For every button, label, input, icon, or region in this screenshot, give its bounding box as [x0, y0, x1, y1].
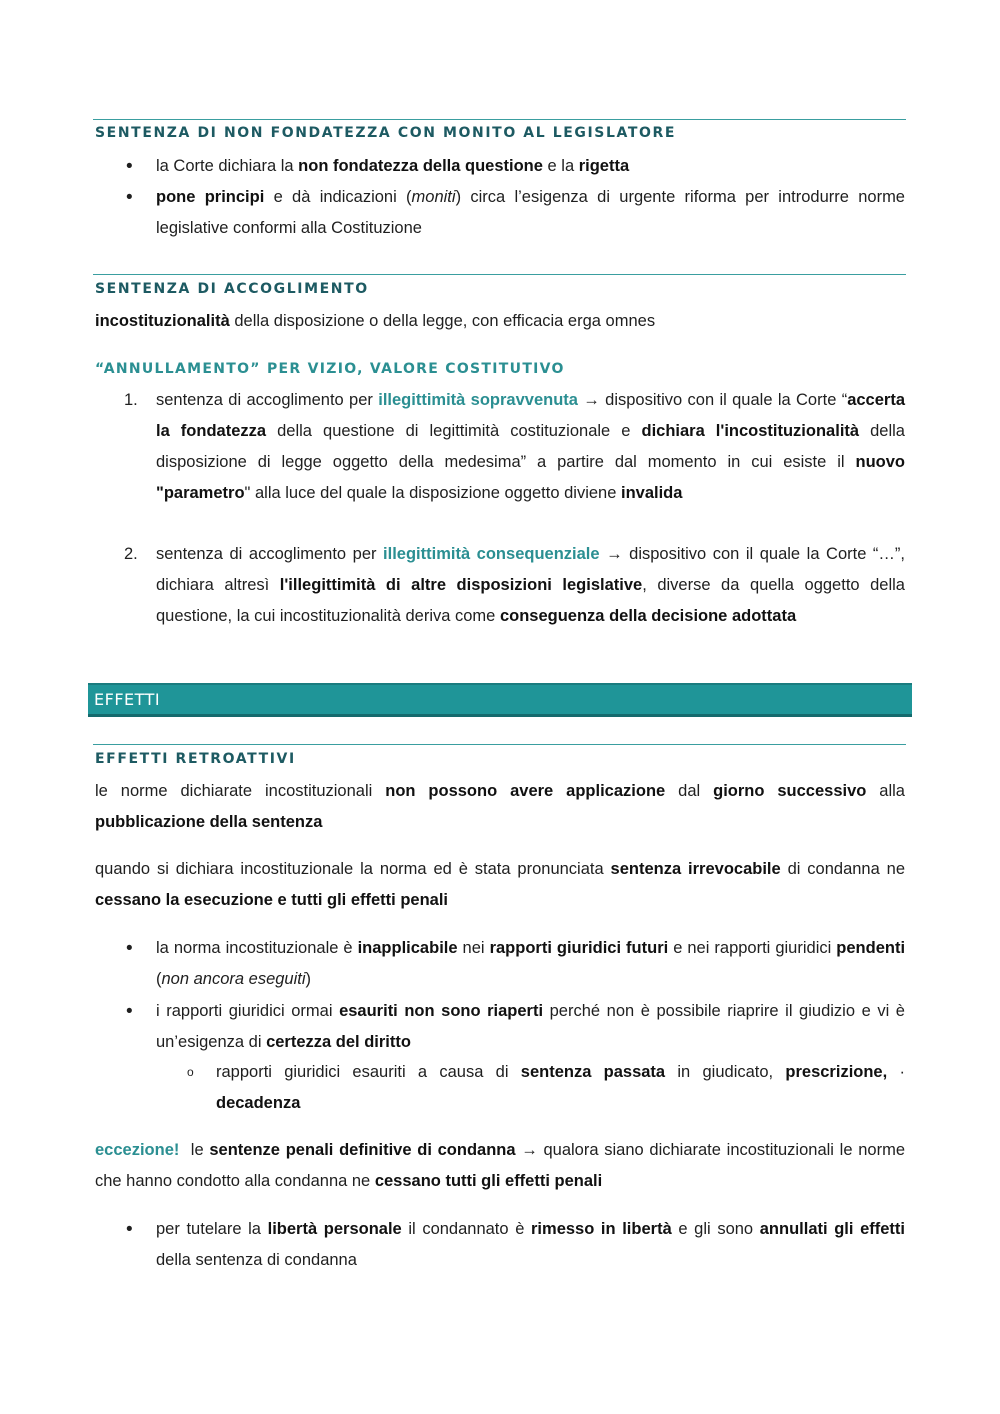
number-marker: 2. [124, 545, 138, 563]
bullet-marker: • [126, 938, 133, 959]
subsection-heading: “ANNULLAMENTO” PER VIZIO, VALORE COSTITUTIVO [95, 361, 565, 377]
section-heading: EFFETTI RETROATTIVI [95, 751, 296, 767]
section-heading: SENTENZA DI NON FONDATEZZA CON MONITO AL LEGISLATORE [95, 125, 677, 141]
paragraph: quando si dichiara incostituzionale la norma ed è stata pronunciata sentenza irrevocabile di condanna ne cessano la esecuzione e tutti gli effetti penali [95, 860, 906, 909]
section-heading: SENTENZA DI ACCOGLIMENTO [95, 281, 369, 297]
banner-title: EFFETTI [94, 690, 161, 709]
bullet-item [95, 1214, 905, 1276]
bullet-marker: • [126, 187, 133, 208]
number-marker: 1. [124, 391, 138, 409]
numbered-item [95, 539, 905, 632]
bullet-item [95, 151, 905, 182]
section-rule [93, 274, 906, 275]
paragraph: incostituzionalità della disposizione o della legge, con efficacia erga omnes [95, 312, 656, 330]
numbered-text: sentenza di accoglimento per illegittimità sopravvenuta → dispositivo con il quale la Corte “accerta la fondatezza della questione di legittimità costituzionale e dichiara l'incostituzionalità della disposizione di legge oggetto della medesima” a partire dal momento in cui esiste il nuovo "parametro" alla luce del quale la disposizione oggetto diviene invalida [156, 391, 906, 502]
bullet-text: la norma incostituzionale è inapplicabile nei rapporti giuridici futuri e nei rapporti giuridici pendenti (non ancora eseguiti) [156, 939, 906, 988]
paragraph: le norme dichiarate incostituzionali non possono avere applicazione dal giorno successivo alla pubblicazione della sentenza [95, 782, 905, 831]
bullet-item [95, 182, 905, 244]
numbered-item [95, 385, 905, 509]
section-rule [93, 119, 906, 120]
bullet-text: la Corte dichiara la non fondatezza della questione e la rigetta [156, 157, 630, 175]
bullet-marker: • [126, 1219, 133, 1240]
sub-bullet-marker: o [187, 1065, 194, 1079]
bullet-marker: • [126, 1001, 133, 1022]
sub-bullet-item [95, 1057, 905, 1119]
bullet-item [95, 933, 905, 995]
section-banner [88, 683, 912, 717]
sub-bullet-text: rapporti giuridici esauriti a causa di sentenza passata in giudicato, prescrizione, · decadenza [216, 1063, 905, 1112]
bullet-text: i rapporti giuridici ormai esauriti non sono riaperti perché non è possibile riaprire il giudizio e vi è un’esigenza di certezza del diritto [156, 1002, 905, 1051]
bullet-text: pone principi e dà indicazioni (moniti) circa l’esigenza di urgente riforma per introdurre norme legislative conformi alla Costituzione [156, 188, 905, 237]
section-rule [93, 744, 906, 745]
bullet-marker: • [126, 156, 133, 177]
paragraph: eccezione! le sentenze penali definitive di condanna → qualora siano dichiarate incostituzionali le norme che hanno condotto alla condanna ne cessano tutti gli effetti penali [95, 1141, 905, 1190]
bullet-text: per tutelare la libertà personale il condannato è rimesso in libertà e gli sono annullati gli effetti della sentenza di condanna [156, 1220, 906, 1269]
numbered-text: sentenza di accoglimento per illegittimità consequenziale → dispositivo con il quale la Corte “…”, dichiara altresì l'illegittimità di altre disposizioni legislative, diverse da quella oggetto della questione, la cui incostituzionalità deriva come conseguenza della decisione adottata [156, 545, 905, 625]
bullet-item [95, 996, 905, 1058]
